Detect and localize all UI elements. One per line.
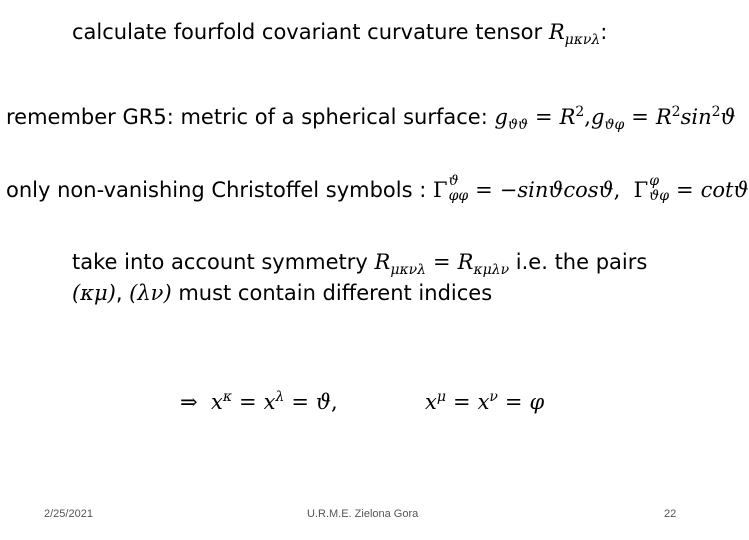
line2-text: remember GR5: metric of a spherical surface: — [6, 105, 495, 129]
metric-g2-sub: ϑφ — [604, 117, 625, 134]
gamma1-sub: φφ — [448, 188, 469, 204]
gamma2-sub: ϑφ — [649, 188, 670, 204]
metric-g2: g — [590, 105, 605, 129]
symmetry-rhs-sub: κμλν — [473, 262, 510, 279]
line-curvature-tensor — [72, 18, 608, 49]
conc-x3-sup: μ — [436, 389, 446, 405]
tensor-indices: μκνλ — [564, 32, 601, 49]
conc-x4: x — [477, 390, 490, 414]
christoffel-gamma1-indices — [449, 174, 469, 204]
line-metric — [6, 103, 736, 134]
conc-x1-sup: κ — [222, 389, 232, 405]
conc-x2-sup: λ — [275, 389, 285, 405]
footer-date: 2/25/2021 — [44, 508, 93, 520]
implies-arrow: ⇒ — [180, 390, 198, 414]
gamma2-sup: φ — [649, 173, 660, 189]
line-symmetry — [72, 248, 648, 279]
conc-comma: , — [330, 390, 338, 414]
footer-page-number: 22 — [664, 508, 677, 520]
conc-x4-sup: ν — [489, 389, 498, 405]
pair-kappa-mu: (κμ) — [72, 281, 116, 305]
metric-sin-sup: 2 — [711, 104, 721, 120]
conc-x2: x — [263, 390, 276, 414]
line-conclusion — [180, 388, 338, 416]
symmetry-rhs: R — [457, 250, 474, 274]
metric-r1: R — [559, 105, 576, 129]
line1-text: calculate fourfold covariant curvature tensor — [72, 20, 549, 44]
symmetry-eq: = — [433, 250, 451, 274]
metric-r1-sup: 2 — [575, 104, 585, 120]
conc-val1: ϑ — [315, 390, 331, 414]
pair-comma: , — [115, 281, 130, 305]
christoffel-gamma2: Γ — [633, 178, 649, 202]
metric-r2-sup: 2 — [671, 104, 681, 120]
christoffel-gamma2-indices — [649, 174, 669, 204]
pair-lambda-nu: (λν) — [129, 281, 172, 305]
conc-val2: φ — [529, 390, 545, 414]
line4-text1: take into account symmetry — [72, 250, 375, 274]
christoffel-comma: , — [613, 178, 621, 202]
christoffel-eq1: = — [475, 178, 493, 202]
metric-eq2: = — [631, 105, 649, 129]
metric-g1-sub: ϑϑ — [507, 117, 528, 134]
gamma1-sup: ϑ — [448, 173, 459, 189]
conc-eq1: = — [239, 390, 257, 414]
metric-r2: R — [655, 105, 672, 129]
line-conclusion-right — [425, 388, 544, 416]
metric-eq1: = — [534, 105, 553, 129]
line-christoffel — [6, 173, 749, 206]
christoffel-eq2: = — [676, 178, 694, 202]
metric-sin: sin — [680, 105, 712, 129]
tensor-symbol: R — [548, 20, 565, 44]
conc-eq3: = — [452, 390, 471, 414]
line5-text: must contain different indices — [171, 281, 493, 305]
christoffel-rhs1: −sinϑcosϑ — [499, 178, 614, 202]
line3-text: only non-vanishing Christoffel symbols : — [6, 178, 433, 202]
conc-x3: x — [425, 390, 437, 414]
christoffel-rhs2: cotϑ — [700, 178, 749, 202]
metric-g1: g — [494, 105, 508, 129]
symmetry-lhs-sub: μκνλ — [390, 262, 427, 279]
conc-x1: x — [210, 390, 223, 414]
line4-text2: i.e. the pairs — [509, 250, 648, 274]
metric-comma: , — [584, 105, 591, 129]
line-pairs — [72, 279, 492, 307]
conc-eq2: = — [291, 390, 309, 414]
conc-eq4: = — [504, 390, 523, 414]
christoffel-gamma1: Γ — [432, 178, 448, 202]
line1-colon: : — [600, 20, 608, 44]
metric-theta: ϑ — [720, 105, 736, 129]
footer-author: U.R.M.E. Zielona Gora — [307, 508, 419, 520]
symmetry-lhs: R — [374, 250, 391, 274]
